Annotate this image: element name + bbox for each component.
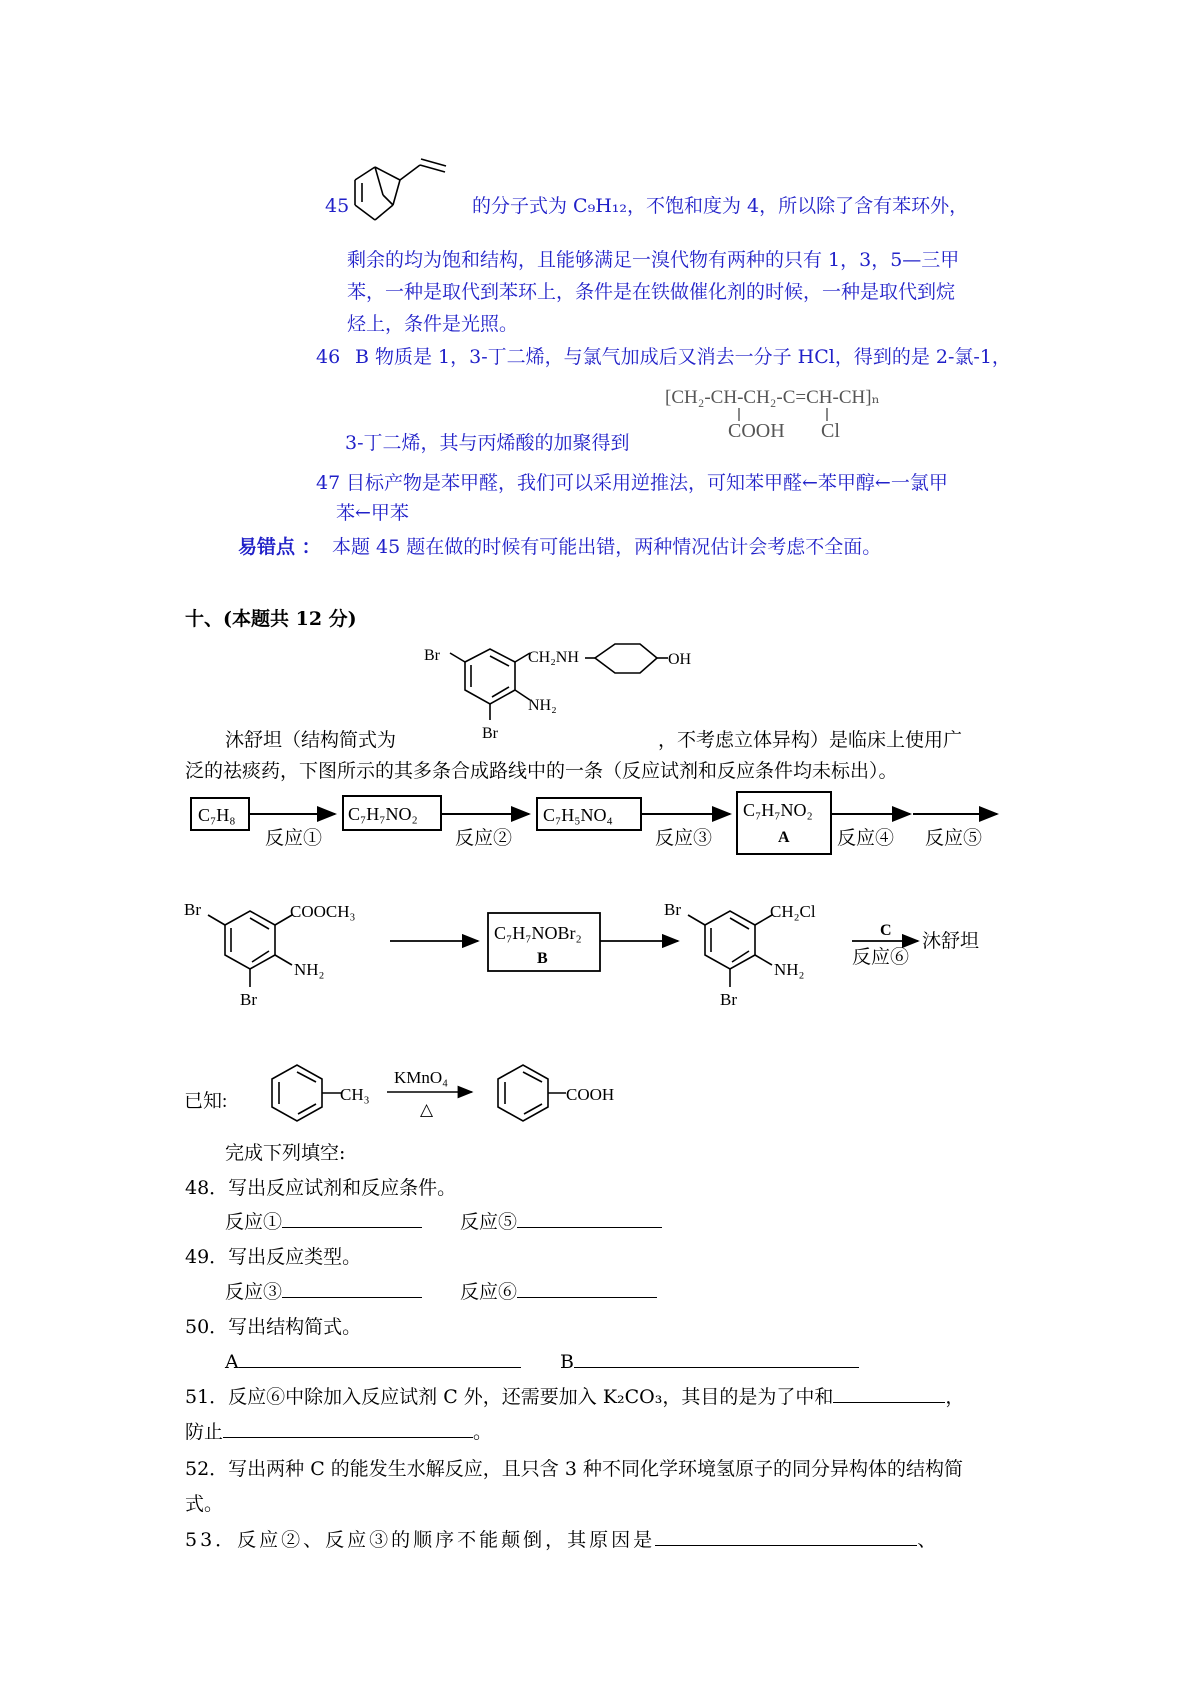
formula-c7h7no2: C₇H₇NO₂: [348, 804, 418, 824]
answer-45-line-1: 的分子式为 C₉H₁₂，不饱和度为 4，所以除了含有苯环外，: [472, 195, 969, 217]
ambroxol-nh2: NH₂: [528, 697, 557, 714]
formula-a: C₇H₇NO₂: [743, 800, 813, 820]
q51-text-1: 51．反应⑥中除加入反应试剂 C 外，还需要加入 K₂CO₃，其目的是为了中和: [185, 1386, 834, 1408]
question-51-line-1: [185, 1384, 964, 1410]
label-a: A: [778, 829, 790, 846]
question-49-item-2: [460, 1279, 657, 1305]
known-ch3: CH₃: [340, 1085, 370, 1104]
ester-cooch3: COOCH₃: [290, 902, 356, 921]
ambroxol-br-top: Br: [424, 647, 440, 664]
known-cooh: COOH: [566, 1085, 615, 1104]
known-label: 已知:: [184, 1091, 228, 1112]
question-50-item-b: [560, 1349, 859, 1375]
answer-blank-51-1[interactable]: [833, 1384, 945, 1403]
question-50-item-a: [225, 1349, 521, 1375]
error-point-text: 本题 45 题在做的时候有可能出错，两种情况估计会考虑不全面。: [332, 536, 882, 558]
ambroxol-oh: OH: [668, 651, 692, 668]
question-52-line-2: 式。: [185, 1493, 224, 1515]
answer-45-number: 45: [325, 195, 350, 217]
chloride-br-top: Br: [664, 900, 681, 919]
product-ambroxol: 沐舒坦: [922, 931, 980, 952]
q51-text-2: ，: [945, 1386, 965, 1408]
answer-45-line-2: 剩余的均为饱和结构，且能够满足一溴代物有两种的只有 1，3，5—三甲: [347, 249, 960, 271]
answer-blank-50-b[interactable]: [574, 1349, 859, 1368]
section-heading: 十、(本题共 12 分): [185, 608, 357, 630]
error-point-label: 易错点 ：: [238, 536, 321, 558]
answer-47-number: 47: [316, 472, 341, 494]
answer-46-line-2: 3-丁二烯，其与丙烯酸的加聚得到: [345, 432, 630, 454]
reaction-6-label: 反应⑥: [852, 947, 910, 968]
formula-b: C₇H₇NOBr₂: [494, 923, 582, 943]
reaction-5-label: 反应⑤: [925, 828, 983, 849]
question-53: [185, 1527, 939, 1553]
polymer-backbone: [CH₂-CH-CH₂-C=CH-CH]ₙ: [665, 387, 880, 408]
q51-text-3: 防止: [185, 1421, 224, 1443]
synthesis-route-row-2: [180, 893, 1020, 1013]
question-49-item-1: [225, 1279, 422, 1305]
reaction-2-label: 反应②: [455, 828, 513, 849]
question-48-item-2: [460, 1209, 662, 1235]
reaction-3-label: 反应③: [655, 828, 713, 849]
answer-blank-53[interactable]: [655, 1527, 917, 1546]
ambroxol-structure: [420, 640, 695, 745]
question-50: 50．写出结构简式。: [185, 1316, 362, 1338]
answer-47-line-2: 苯←甲苯: [336, 502, 409, 524]
intro-text-line-2: 泛的祛痰药，下图所示的其多条合成路线中的一条（反应试剂和反应条件均未标出）。: [185, 760, 898, 782]
formula-c7h5no4: C₇H₅NO₄: [543, 805, 613, 825]
answer-blank-50-a[interactable]: [239, 1349, 521, 1368]
formula-c7h8: C₇H₈: [198, 805, 236, 825]
label-b: B: [537, 950, 548, 967]
q49-label-2: 反应⑥: [460, 1281, 518, 1303]
known-reagent: KMnO₄: [394, 1068, 449, 1087]
intro-text-part-2: ，不考虑立体异构）是临床上使用广: [658, 729, 963, 751]
answer-blank-48-1[interactable]: [282, 1209, 422, 1228]
answer-45-line-4: 烃上，条件是光照。: [347, 313, 519, 335]
q53-end: 、: [917, 1529, 940, 1551]
ambroxol-br-bottom: Br: [482, 725, 498, 742]
fill-instruction: 完成下列填空:: [225, 1142, 346, 1164]
question-48: 48．写出反应试剂和反应条件。: [185, 1177, 457, 1199]
answer-47-line-1: 目标产物是苯甲醛，我们可以采用逆推法，可知苯甲醛←苯甲醇←一氯甲: [346, 472, 948, 494]
reagent-c: C: [880, 922, 892, 939]
q50-label-a: A: [225, 1351, 239, 1373]
chloride-nh2: NH₂: [774, 960, 805, 979]
q51-text-4: 。: [473, 1421, 493, 1443]
ester-nh2: NH₂: [294, 960, 325, 979]
answer-46-line-1: B 物质是 1，3-丁二烯，与氯气加成后又消去一分子 HCl，得到的是 2-氯-1，: [355, 346, 1011, 368]
answer-blank-49-2[interactable]: [517, 1279, 657, 1298]
q50-label-b: B: [560, 1351, 574, 1373]
question-52-line-1: 52．写出两种 C 的能发生水解反应，且只含 3 种不同化学环境氢原子的同分异构体的结构简: [185, 1458, 963, 1480]
q49-label-1: 反应③: [225, 1281, 283, 1303]
answer-blank-49-1[interactable]: [282, 1279, 422, 1298]
ester-br-top: Br: [184, 900, 201, 919]
ester-br-bottom: Br: [240, 990, 257, 1009]
answer-blank-51-2[interactable]: [223, 1419, 473, 1438]
answer-45-line-3: 苯，一种是取代到苯环上，条件是在铁做催化剂的时候，一种是取代到烷: [347, 281, 956, 303]
polymer-cl: Cl: [821, 420, 840, 442]
known-reaction: [180, 1055, 700, 1135]
reaction-1-label: 反应①: [265, 828, 323, 849]
norbornene-structure: [345, 150, 470, 230]
known-heat: △: [420, 1100, 434, 1119]
question-51-line-2: [185, 1419, 492, 1445]
intro-text-part-1: 沐舒坦（结构简式为: [225, 729, 397, 751]
q48-label-2: 反应⑤: [460, 1211, 518, 1233]
question-48-item-1: [225, 1209, 422, 1235]
answer-blank-48-2[interactable]: [517, 1209, 662, 1228]
chloride-ch2cl: CH₂Cl: [770, 902, 816, 921]
polymer-cooh: COOH: [728, 420, 785, 442]
question-49: 49．写出反应类型。: [185, 1246, 362, 1268]
chloride-br-bottom: Br: [720, 990, 737, 1009]
synthesis-route-row-1: [185, 788, 1015, 860]
q48-label-1: 反应①: [225, 1211, 283, 1233]
answer-46-number: 46: [316, 346, 341, 368]
q53-text: 53．反应②、反应③的顺序不能颠倒，其原因是: [185, 1529, 656, 1551]
reaction-4-label: 反应④: [837, 828, 895, 849]
ambroxol-ch2nh: CH₂NH: [528, 649, 579, 666]
